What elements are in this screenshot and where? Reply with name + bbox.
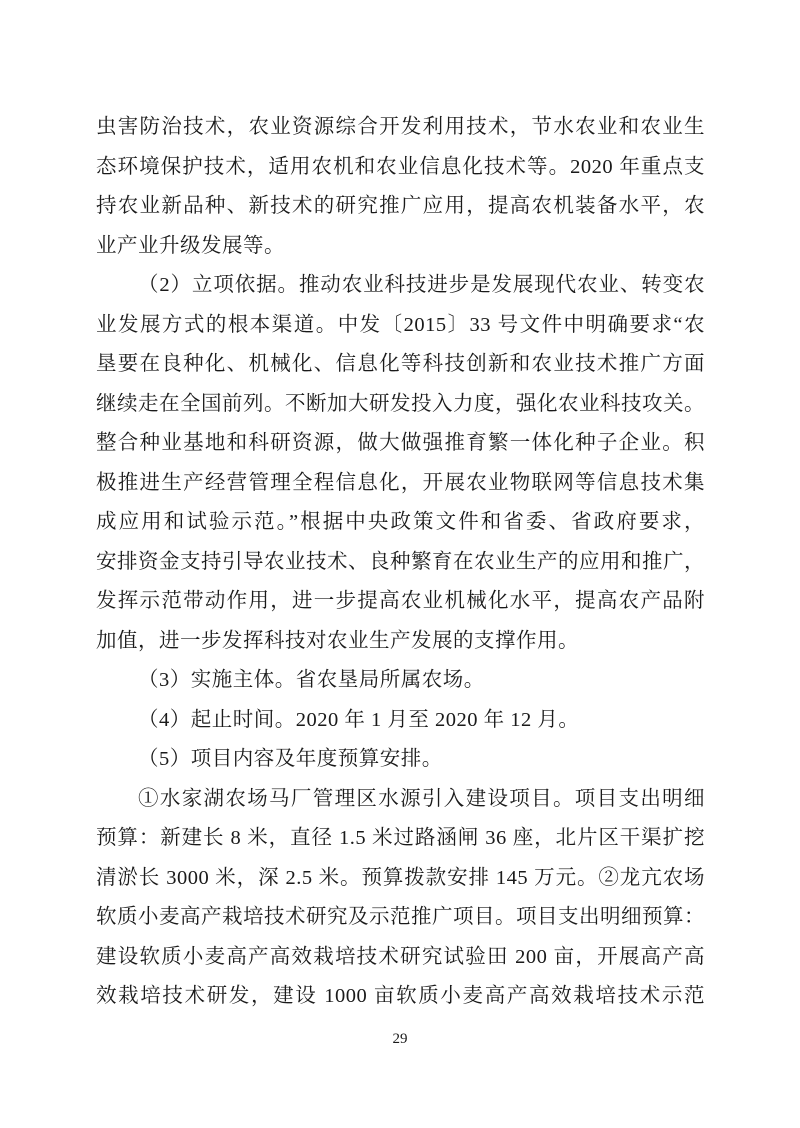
text-line: 继续走在全国前列。不断加大研发投入力度，强化农业科技攻关。 — [96, 392, 705, 415]
text-line: 极推进生产经营管理全程信息化，开展农业物联网等信息技术集 — [96, 471, 705, 494]
text-line: 清淤长 3000 米，深 2.5 米。预算拨款安排 145 万元。②龙亢农场 — [96, 866, 705, 889]
text-line: （3）实施主体。省农垦局所属农场。 — [138, 669, 485, 691]
text-line: （2）立项依据。推动农业科技进步是发展现代农业、转变农 — [138, 274, 705, 296]
text-line: 成应用和试验示范。”根据中央政策文件和省委、省政府要求， — [96, 511, 705, 533]
text-line: ①水家湖农场马厂管理区水源引入建设项目。项目支出明细 — [138, 787, 705, 810]
text-line: 业产业升级发展等。 — [96, 234, 285, 257]
text-line: 预算：新建长 8 米，直径 1.5 米过路涵闸 36 座，北片区干渠扩挖 — [96, 827, 705, 849]
text-line: 软质小麦高产栽培技术研究及示范推广项目。项目支出明细预算： — [96, 906, 705, 928]
page-number: 29 — [392, 1031, 408, 1047]
text-line: 发挥示范带动作用，进一步提高农业机械化水平，提高农产品附 — [96, 590, 705, 612]
text-line: 持农业新品种、新技术的研究推广应用，提高农机装备水平，农 — [96, 195, 705, 217]
text-line: 虫害防治技术，农业资源综合开发利用技术，节水农业和农业生 — [96, 116, 705, 138]
text-line: 态环境保护技术，适用农机和农业信息化技术等。2020 年重点支 — [96, 155, 705, 178]
text-line: 效栽培技术研发，建设 1000 亩软质小麦高产高效栽培技术示范 — [96, 985, 705, 1007]
text-line: 业发展方式的根本渠道。中发〔2015〕33 号文件中明确要求“农 — [96, 313, 705, 336]
document-body-text — [96, 108, 705, 1017]
text-line: 建设软质小麦高产高效栽培技术研究试验田 200 亩，开展高产高 — [96, 945, 705, 968]
text-line: 安排资金支持引导农业技术、良种繁育在农业生产的应用和推广， — [96, 550, 705, 573]
text-line: 垦要在良种化、机械化、信息化等科技创新和农业技术推广方面 — [96, 353, 705, 375]
text-line: 加值，进一步发挥科技对农业生产发展的支撑作用。 — [96, 629, 579, 652]
text-line: （4）起止时间。2020 年 1 月至 2020 年 12 月。 — [138, 708, 580, 731]
text-line: （5）项目内容及年度预算安排。 — [138, 748, 443, 770]
text-line: 整合种业基地和科研资源，做大做强推育繁一体化种子企业。积 — [96, 432, 705, 454]
